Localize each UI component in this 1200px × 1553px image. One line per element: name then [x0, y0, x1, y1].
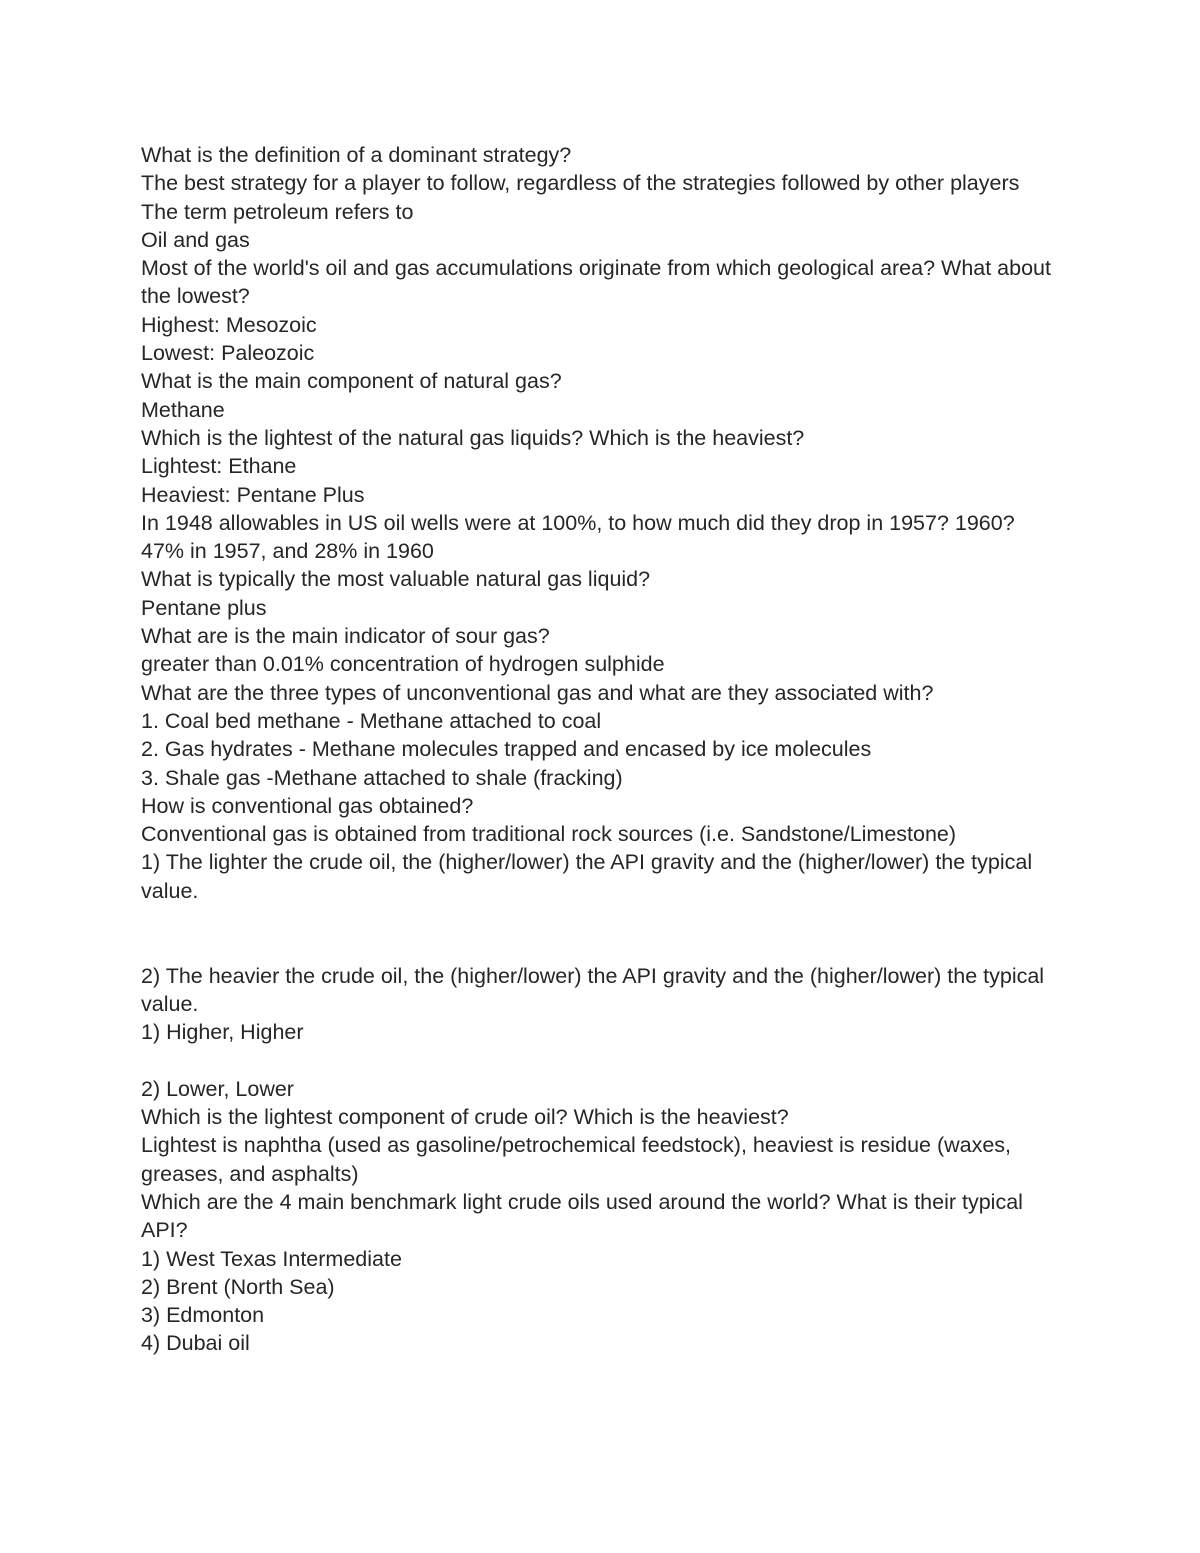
blank-line: [141, 905, 1071, 933]
question-line: Most of the world's oil and gas accumulations originate from which geological area? What about the lowest?: [141, 256, 1051, 309]
answer-line: 2) Lower, Lower: [141, 1076, 294, 1101]
answer-line: 3) Edmonton: [141, 1303, 265, 1328]
document-body: [141, 141, 1071, 1358]
question-line: The term petroleum refers to: [141, 199, 414, 224]
answer-line: The best strategy for a player to follow, regardless of the strategies followed by other players: [141, 171, 1020, 196]
question-line: What is typically the most valuable natural gas liquid?: [141, 567, 651, 592]
question-line: Which is the lightest of the natural gas liquids? Which is the heaviest?: [141, 425, 805, 450]
answer-line: 1. Coal bed methane - Methane attached to coal: [141, 708, 602, 733]
answer-line: Heaviest: Pentane Plus: [141, 482, 365, 507]
blank-line: [141, 1047, 1071, 1075]
answer-line: greater than 0.01% concentration of hydrogen sulphide: [141, 652, 665, 677]
answer-line: 1) Higher, Higher: [141, 1020, 304, 1045]
answer-line: Lowest: Paleozoic: [141, 341, 315, 366]
blank-line: [141, 933, 1071, 961]
answer-line: 4) Dubai oil: [141, 1331, 250, 1356]
question-line: What are is the main indicator of sour gas?: [141, 624, 550, 649]
question-line: 1) The lighter the crude oil, the (higher/lower) the API gravity and the (higher/lower) the typical value.: [141, 850, 1033, 903]
answer-line: 2) Brent (North Sea): [141, 1274, 335, 1299]
question-line: What is the main component of natural gas?: [141, 369, 562, 394]
answer-line: Methane: [141, 397, 225, 422]
answer-line: Conventional gas is obtained from traditional rock sources (i.e. Sandstone/Limestone): [141, 822, 957, 847]
answer-line: 47% in 1957, and 28% in 1960: [141, 539, 434, 564]
answer-line: 3. Shale gas -Methane attached to shale (fracking): [141, 765, 623, 790]
answer-line: Highest: Mesozoic: [141, 312, 317, 337]
answer-line: Lightest: Ethane: [141, 454, 297, 479]
answer-line: Oil and gas: [141, 227, 250, 252]
question-line: What are the three types of unconventional gas and what are they associated with?: [141, 680, 934, 705]
answer-line: Lightest is naphtha (used as gasoline/petrochemical feedstock), heaviest is residue (waxes, greases, and asphalts): [141, 1133, 1012, 1186]
question-line: In 1948 allowables in US oil wells were at 100%, to how much did they drop in 1957? 1960?: [141, 510, 1015, 535]
question-line: How is conventional gas obtained?: [141, 793, 474, 818]
answer-line: 2. Gas hydrates - Methane molecules trapped and encased by ice molecules: [141, 737, 872, 762]
question-line: 2) The heavier the crude oil, the (higher/lower) the API gravity and the (higher/lower) the typical value.: [141, 963, 1045, 1016]
answer-line: 1) West Texas Intermediate: [141, 1246, 402, 1271]
question-line: Which is the lightest component of crude oil? Which is the heaviest?: [141, 1105, 789, 1130]
question-line: What is the definition of a dominant strategy?: [141, 143, 572, 167]
question-line: Which are the 4 main benchmark light crude oils used around the world? What is their typical API?: [141, 1189, 1023, 1243]
answer-line: Pentane plus: [141, 595, 267, 620]
